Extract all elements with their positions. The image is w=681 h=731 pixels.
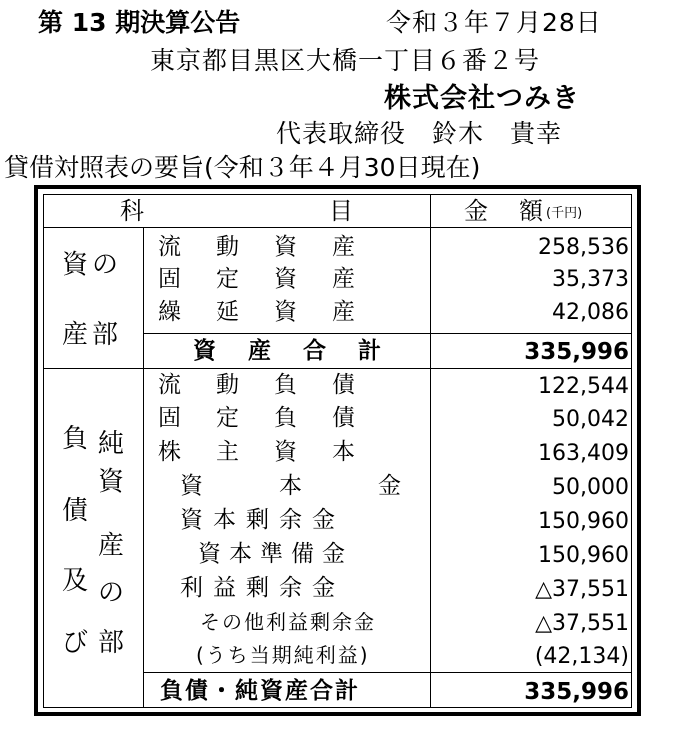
unit-label: (千円) <box>546 206 583 221</box>
asset-row-label: 繰 延 資 産 <box>158 299 361 325</box>
col-header-item-1: 科 <box>120 197 144 225</box>
company-name: 株式会社つみき <box>384 83 580 114</box>
liab-total-divider <box>143 672 632 673</box>
col-header-amount-2: 額 <box>519 197 543 225</box>
liab-row-label: 資 本 金 <box>180 473 411 499</box>
liab-category-char: 債 <box>62 496 89 526</box>
assets-section-divider <box>43 368 632 369</box>
liab-row-label: その他利益剰余金 <box>200 610 376 634</box>
liab-row-value: △37,551 <box>535 577 629 602</box>
assets-total-divider <box>143 333 632 334</box>
summary-title: 貸借対照表の要旨(令和３年４月30日現在) <box>4 153 481 182</box>
liab-category-char: の <box>98 578 125 608</box>
category-column-divider <box>143 227 144 708</box>
liab-total-value: 335,996 <box>524 679 629 705</box>
liab-row-label: 固 定 負 債 <box>158 405 361 431</box>
asset-row-value: 35,373 <box>552 267 629 292</box>
liab-category-char: 及 <box>62 566 89 596</box>
asset-row-label: 固 定 資 産 <box>158 266 361 292</box>
liab-row-value: (42,134) <box>534 644 629 669</box>
asset-row-label: 流 動 資 産 <box>158 234 361 260</box>
liab-category-char: 部 <box>98 628 125 658</box>
liab-category-char: 純 <box>98 429 125 459</box>
asset-row-value: 42,086 <box>552 300 629 325</box>
liab-row-value: 50,042 <box>552 407 629 432</box>
liab-row-value: △37,551 <box>535 611 629 636</box>
liab-row-label: 資本準備金 <box>198 541 353 567</box>
liab-total-label: 負債・純資産合計 <box>160 678 360 704</box>
liab-row-label: 株 主 資 本 <box>158 439 361 465</box>
col-header-amount-1: 金 <box>464 197 488 225</box>
liab-row-label: 流 動 負 債 <box>158 372 361 398</box>
liab-category-char: び <box>62 628 89 658</box>
liab-row-label: (うち当期純利益) <box>196 643 370 667</box>
assets-total-value: 335,996 <box>524 339 629 365</box>
liab-row-value: 150,960 <box>538 509 629 534</box>
liab-category-char: 負 <box>62 424 89 454</box>
liab-row-value: 122,544 <box>538 374 629 399</box>
liab-row-label: 資本剰余金 <box>180 507 345 533</box>
assets-category-label-2: 産部 <box>62 320 123 350</box>
announcement-date: 令和３年７月28日 <box>386 8 602 37</box>
liab-row-value: 150,960 <box>538 543 629 568</box>
assets-total-label: 資 産 合 計 <box>193 338 394 364</box>
company-address: 東京都目黒区大橋一丁目６番２号 <box>150 46 541 75</box>
liab-row-value: 163,409 <box>538 441 629 466</box>
liab-row-value: 50,000 <box>552 475 629 500</box>
assets-category-label-1: 資の <box>62 250 123 280</box>
liab-row-label: 利益剰余金 <box>180 575 345 601</box>
representative: 代表取締役 鈴木 貴幸 <box>276 119 563 148</box>
liab-category-char: 資 <box>98 467 125 497</box>
header-row-divider <box>43 227 632 228</box>
liab-category-char: 産 <box>98 531 125 561</box>
col-header-item-2: 目 <box>329 197 353 225</box>
period-title: 第 13 期決算公告 <box>38 8 241 37</box>
asset-row-value: 258,536 <box>538 235 629 260</box>
amount-column-divider <box>430 194 431 708</box>
